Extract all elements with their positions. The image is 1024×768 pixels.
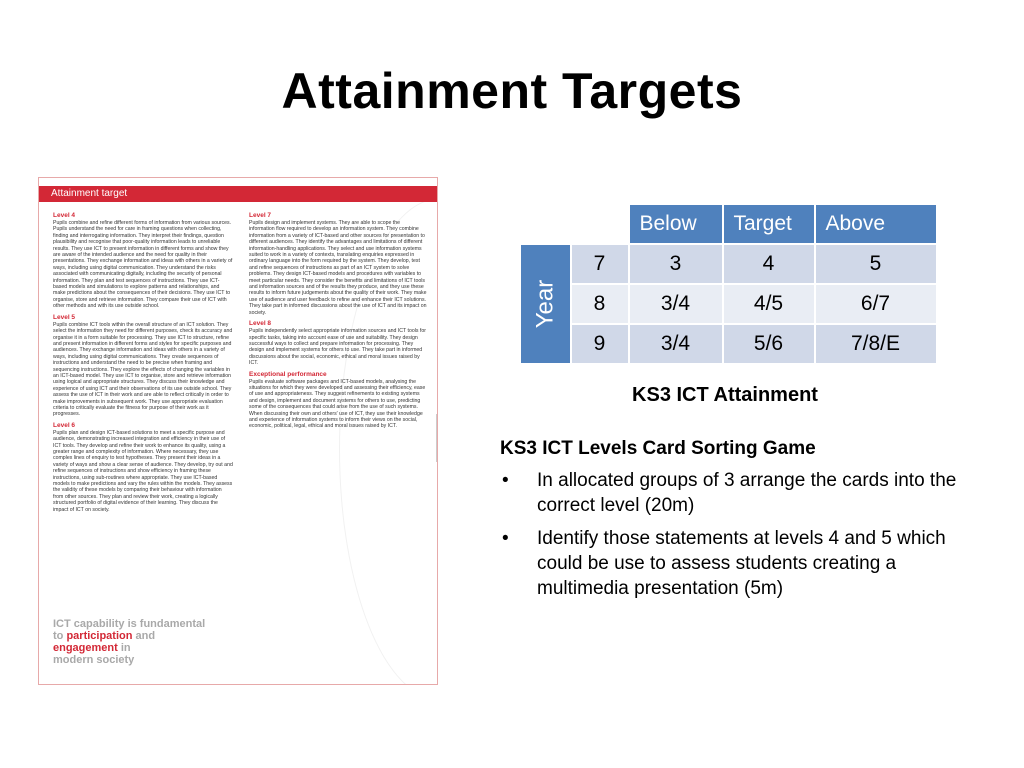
level-heading: Level 6 <box>53 421 76 429</box>
table-cell: 5/6 <box>723 324 815 364</box>
document-header: Attainment target <box>39 186 437 202</box>
document-left-column <box>53 208 233 515</box>
level-heading: Level 8 <box>249 320 272 328</box>
level-heading: Level 7 <box>249 212 272 219</box>
empty-cell <box>520 204 571 244</box>
bullet-icon: • <box>502 470 509 491</box>
slogan-line <box>53 630 273 642</box>
level-description: Pupils combine and refine different forms of information from various sources. Pupils understand the need for care in framing questions when collecting, finding and interrogating information. They interpret their findings, question plausibility and recognise that poor-quality information leads to unreliable results. They use ICT to present information in different forms and show they are aware of the intended audience and the need for quality in their presentations. They exchange information and ideas with others in a variety of ways, including using digital communication. They understand the risks associated with communicating digitally, including the security of personal information. They plan and test sequences of instructions. They use ICT-based models and simulations to explore patterns and relationships, and make predictions about the consequences of their decisions. They use ICT to organise, store and retrieve information. They compare their use of ICT with other methods and with its use outside school. <box>53 220 233 310</box>
table-row <box>520 284 937 324</box>
slogan-text: to <box>53 630 67 642</box>
table-cell: 4 <box>723 244 815 284</box>
year-cell: 8 <box>571 284 629 324</box>
level-description: Pupils combine ICT tools within the overall structure of an ICT solution. They select the information they need for different purposes, check its accuracy and organise it in a form suitable for processing. They use ICT to structure, refine and present information in different forms and styles for specific purposes and audiences. They exchange information and ideas with others in a variety of ways, including using digital communications. They create sequences of instructions and understand the need to be precise when framing and sequencing instructions. They explore the effects of changing the variables in an ICT-based model. They use ICT to organise, store and retrieve information using logical and appropriate structures. They discuss their knowledge and experience of using ICT and their observations of its use outside school. They assess the use of ICT in their work and are able to reflect critically in order to make improvements in subsequent work. They use appropriate evaluation criteria to critically evaluate the fitness for purpose of their work as it progresses. <box>53 321 233 418</box>
row-header-year <box>520 244 571 364</box>
level-heading: Level 5 <box>53 313 76 321</box>
slogan-highlight: participation <box>66 630 133 642</box>
table-row <box>520 324 937 364</box>
attainment-document-image <box>38 177 438 685</box>
list-item <box>500 526 970 601</box>
document-slogan <box>53 618 273 666</box>
list-item <box>500 468 970 518</box>
slogan-line: modern society <box>53 654 135 666</box>
column-header-above: Above <box>815 204 937 244</box>
level-description: Pupils evaluate software packages and ICT-based models, analysing the situations for which they were developed and assessing their efficiency, ease of use and appropriateness. They suggest refinements to existing systems and design, implement and document systems for others to use, predicting some of the consequences that could arise from the use of such systems. When discussing their own and others' use of ICT, they use their knowledge and experience of information systems to inform their views on the social, economic, political, legal, ethical and moral issues raised by ICT. <box>249 378 426 430</box>
level-description: Pupils plan and design ICT-based solutions to meet a specific purpose and audience, demonstrating increased integration and efficiency in their use of ICT tools. They develop and refine their work to enhance its quality, using a greater range and complexity of information. Where necessary, they use complex lines of enquiry to test hypotheses. They present their ideas in a variety of ways and show a clear sense of audience. They develop, try out and refine sequences of instructions and show efficiency in framing these instructions, using sub-routines where appropriate. They use ICT-based models to make predictions and vary the rules within the models. They assess the validity of these models by comparing their behaviour with information from other sources. They plan and review their work, creating a logically structured portfolio of digital evidence of their learning. They discuss the impact of ICT on society. <box>53 429 233 513</box>
level-heading: Exceptional performance <box>249 370 327 378</box>
column-header-target: Target <box>723 204 815 244</box>
table-cell: 3/4 <box>629 324 723 364</box>
slogan-line <box>53 642 273 654</box>
activity-title: KS3 ICT Levels Card Sorting Game <box>500 438 816 459</box>
table-cell: 7/8/E <box>815 324 937 364</box>
table-row <box>520 244 937 284</box>
table-cell: 6/7 <box>815 284 937 324</box>
document-right-column <box>249 208 427 432</box>
row-header-label: Year <box>531 279 559 329</box>
year-cell: 7 <box>571 244 629 284</box>
divider <box>436 414 437 462</box>
empty-cell <box>571 204 629 244</box>
column-header-below: Below <box>629 204 723 244</box>
year-cell: 9 <box>571 324 629 364</box>
slogan-highlight: engagement <box>53 642 118 654</box>
table-caption: KS3 ICT Attainment <box>632 384 818 406</box>
table-cell: 3 <box>629 244 723 284</box>
slogan-line: ICT capability is fundamental <box>53 618 206 630</box>
slogan-text: and <box>132 630 156 642</box>
list-item-text: Identify those statements at levels 4 and 5 which could be use to assess students creating a multimedia presentation (5m) <box>537 528 946 599</box>
table-cell: 4/5 <box>723 284 815 324</box>
table-cell: 3/4 <box>629 284 723 324</box>
list-item-text: In allocated groups of 3 arrange the cards into the correct level (20m) <box>537 470 957 516</box>
table-cell: 5 <box>815 244 937 284</box>
level-description: Pupils design and implement systems. They are able to scope the information flow required to develop an information system. They combine information from a variety of ICT-based and other sources for presentation to different audiences. They identify the advantages and limitations of different information-handling applications. They select and use information systems suited to work in a variety of contexts, translating enquiries expressed in ordinary language into the form required by the system. They develop, test and refine sequences of instructions as part of an ICT system to solve problems. They design ICT-based models and procedures with variables to meet particular needs. They consider the benefits and limitations of ICT tools and information sources and of the results they produce, and they use these results to inform future judgements about the quality of their work. They make use of audience and user feedback to refine and enhance their ICT solutions. They take part in informed discussions about the use of ICT and its impact on society. <box>249 220 427 316</box>
slide-title: Attainment Targets <box>281 63 743 119</box>
level-heading: Level 4 <box>53 212 76 219</box>
slogan-text: in <box>117 642 131 654</box>
bullet-icon: • <box>502 528 509 549</box>
level-description: Pupils independently select appropriate information sources and ICT tools for specific tasks, taking into account ease of use and suitability. They design successful ways to collect and prepare information for processing. They design and implement systems for others to use. They take part in informed discussions about the social, economic, ethical and moral issues raised by ICT. <box>249 328 426 367</box>
attainment-table <box>519 203 938 365</box>
activity-list <box>500 468 970 609</box>
table-header-row <box>520 204 937 244</box>
